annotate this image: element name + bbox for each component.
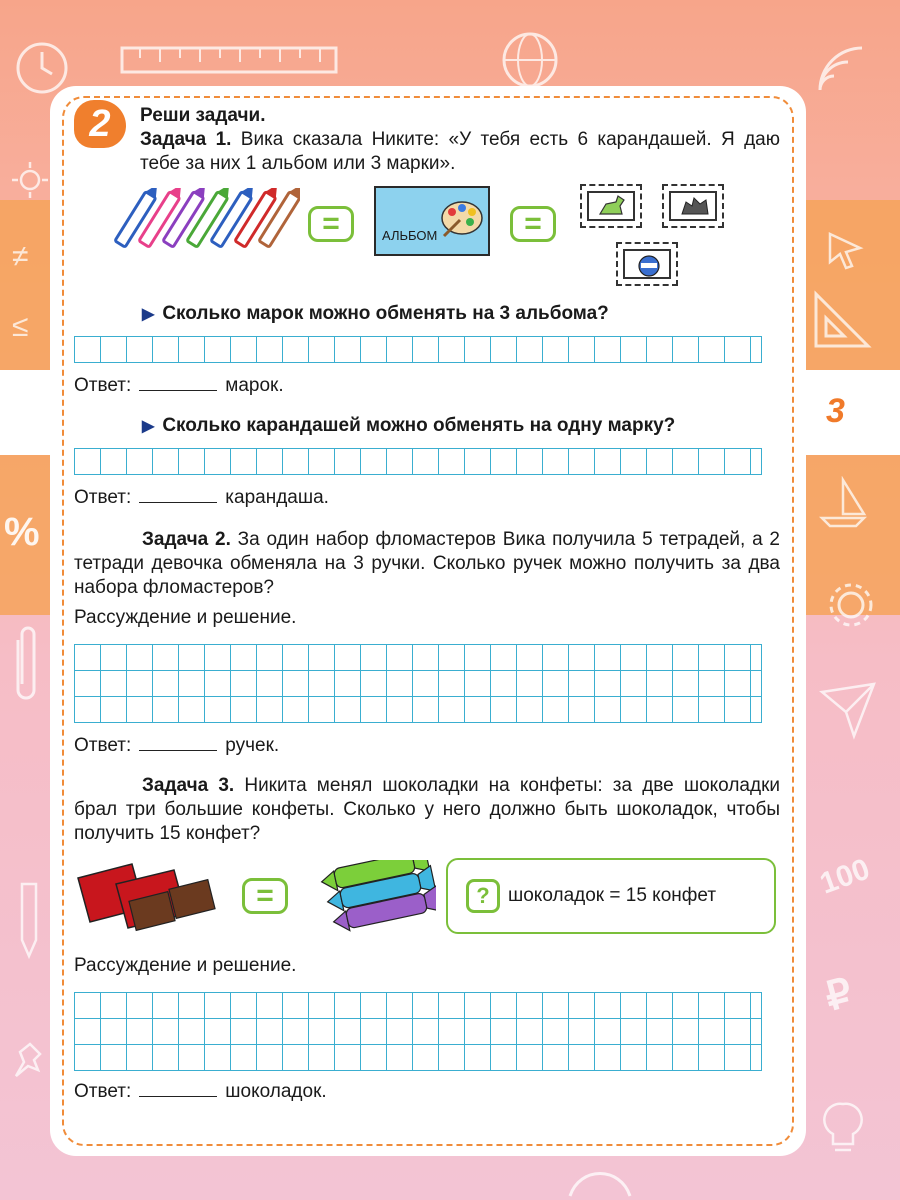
task2-paragraph <box>74 528 780 600</box>
dinosaur-icon <box>596 194 626 218</box>
exercise-number: 2 <box>74 100 126 148</box>
task2-label: Задача 2. <box>142 529 231 550</box>
stamp-hedgehog <box>662 184 724 228</box>
sailboat-icon <box>816 476 870 530</box>
solution-grid-task2[interactable] <box>74 644 762 723</box>
stamp-raccoon <box>616 242 678 286</box>
ruler-icon <box>120 40 340 80</box>
answer-blank-2[interactable] <box>139 502 217 503</box>
lightbulb-icon <box>820 1100 866 1160</box>
task3-paragraph <box>74 774 780 846</box>
exercise-title: Реши задачи. <box>140 105 266 126</box>
not-equal-sign: ≠ <box>12 240 29 273</box>
solution-grid-task3[interactable] <box>74 992 762 1071</box>
task3-reasoning-label: Рассуждение и решение. <box>74 955 297 976</box>
task1-paragraph <box>140 128 780 176</box>
globe-icon <box>500 30 560 90</box>
task2-answer: Ответ: ручек. <box>74 735 280 756</box>
sun-icon <box>10 160 50 200</box>
answer-1: Ответ: марок. <box>74 375 284 396</box>
answer-blank-task2[interactable] <box>139 750 217 751</box>
percent-sign: % <box>4 510 40 554</box>
wifi-icon <box>812 40 872 100</box>
exchange-box <box>446 858 776 934</box>
album-illustration <box>374 186 490 256</box>
equals-badge: = <box>510 206 556 242</box>
exchange-box-text: шоколадок = 15 конфет <box>508 885 717 906</box>
pencil-icon <box>14 880 44 960</box>
raccoon-icon <box>636 252 662 278</box>
question-1: ▶ Сколько марок можно обменять на 3 альбома? <box>142 303 609 324</box>
pencils-illustration <box>110 188 300 252</box>
triangle-ruler-icon <box>812 290 872 350</box>
triangle-marker-icon: ▶ <box>142 418 155 435</box>
candies-illustration <box>306 860 436 936</box>
gear-icon <box>826 580 876 630</box>
task3-text: Никита менял шоколадки на конфеты: за две шоколадки брал три большие конфеты. Сколько у него должно быть шоколадок, чтобы получить 15 конфет? <box>74 775 781 844</box>
clock-icon <box>14 40 70 96</box>
paper-plane-icon <box>818 680 878 740</box>
triangle-marker-icon: ▶ <box>142 306 155 323</box>
task2-text: За один набор фломастеров Вика получила 5 тетрадей, а 2 тетради девочка обменяла на 3 ручки. Сколько ручек можно получить за два набора фломастеров? <box>74 529 780 598</box>
hundred-icon: 100 <box>815 852 875 901</box>
palette-icon <box>440 198 484 238</box>
less-equal-sign: ≤ <box>12 310 29 343</box>
task3-label: Задача 3. <box>142 775 235 796</box>
answer-blank-task3[interactable] <box>139 1096 217 1097</box>
equals-badge: = <box>308 206 354 242</box>
task1-label: Задача 1. <box>140 129 232 150</box>
answer-blank-1[interactable] <box>139 390 217 391</box>
answer-2: Ответ: карандаша. <box>74 487 329 508</box>
ruble-sign: ₽ <box>820 970 857 1020</box>
pushpin-icon <box>10 1040 50 1080</box>
task1-text: Вика сказала Никите: «У тебя есть 6 карандашей. Я даю тебе за них 1 альбом или 3 марки». <box>140 129 780 174</box>
answer-grid-1[interactable] <box>74 336 762 363</box>
question-2: ▶ Сколько карандашей можно обменять на одну марку? <box>142 415 676 436</box>
leaf-icon <box>560 1160 640 1200</box>
hedgehog-icon <box>680 196 710 218</box>
task2-reasoning-label: Рассуждение и решение. <box>74 607 297 628</box>
cursor-icon <box>826 230 866 270</box>
question-mark-icon: ? <box>466 879 500 913</box>
stamp-dinosaur <box>580 184 642 228</box>
page-number: 3 <box>826 392 845 430</box>
task3-answer: Ответ: шоколадок. <box>74 1081 327 1102</box>
album-label: АЛЬБОМ <box>382 228 438 243</box>
paperclip-icon <box>8 620 44 710</box>
equals-badge: = <box>242 878 288 914</box>
chocolate-bars-illustration <box>76 858 226 934</box>
answer-grid-2[interactable] <box>74 448 762 475</box>
